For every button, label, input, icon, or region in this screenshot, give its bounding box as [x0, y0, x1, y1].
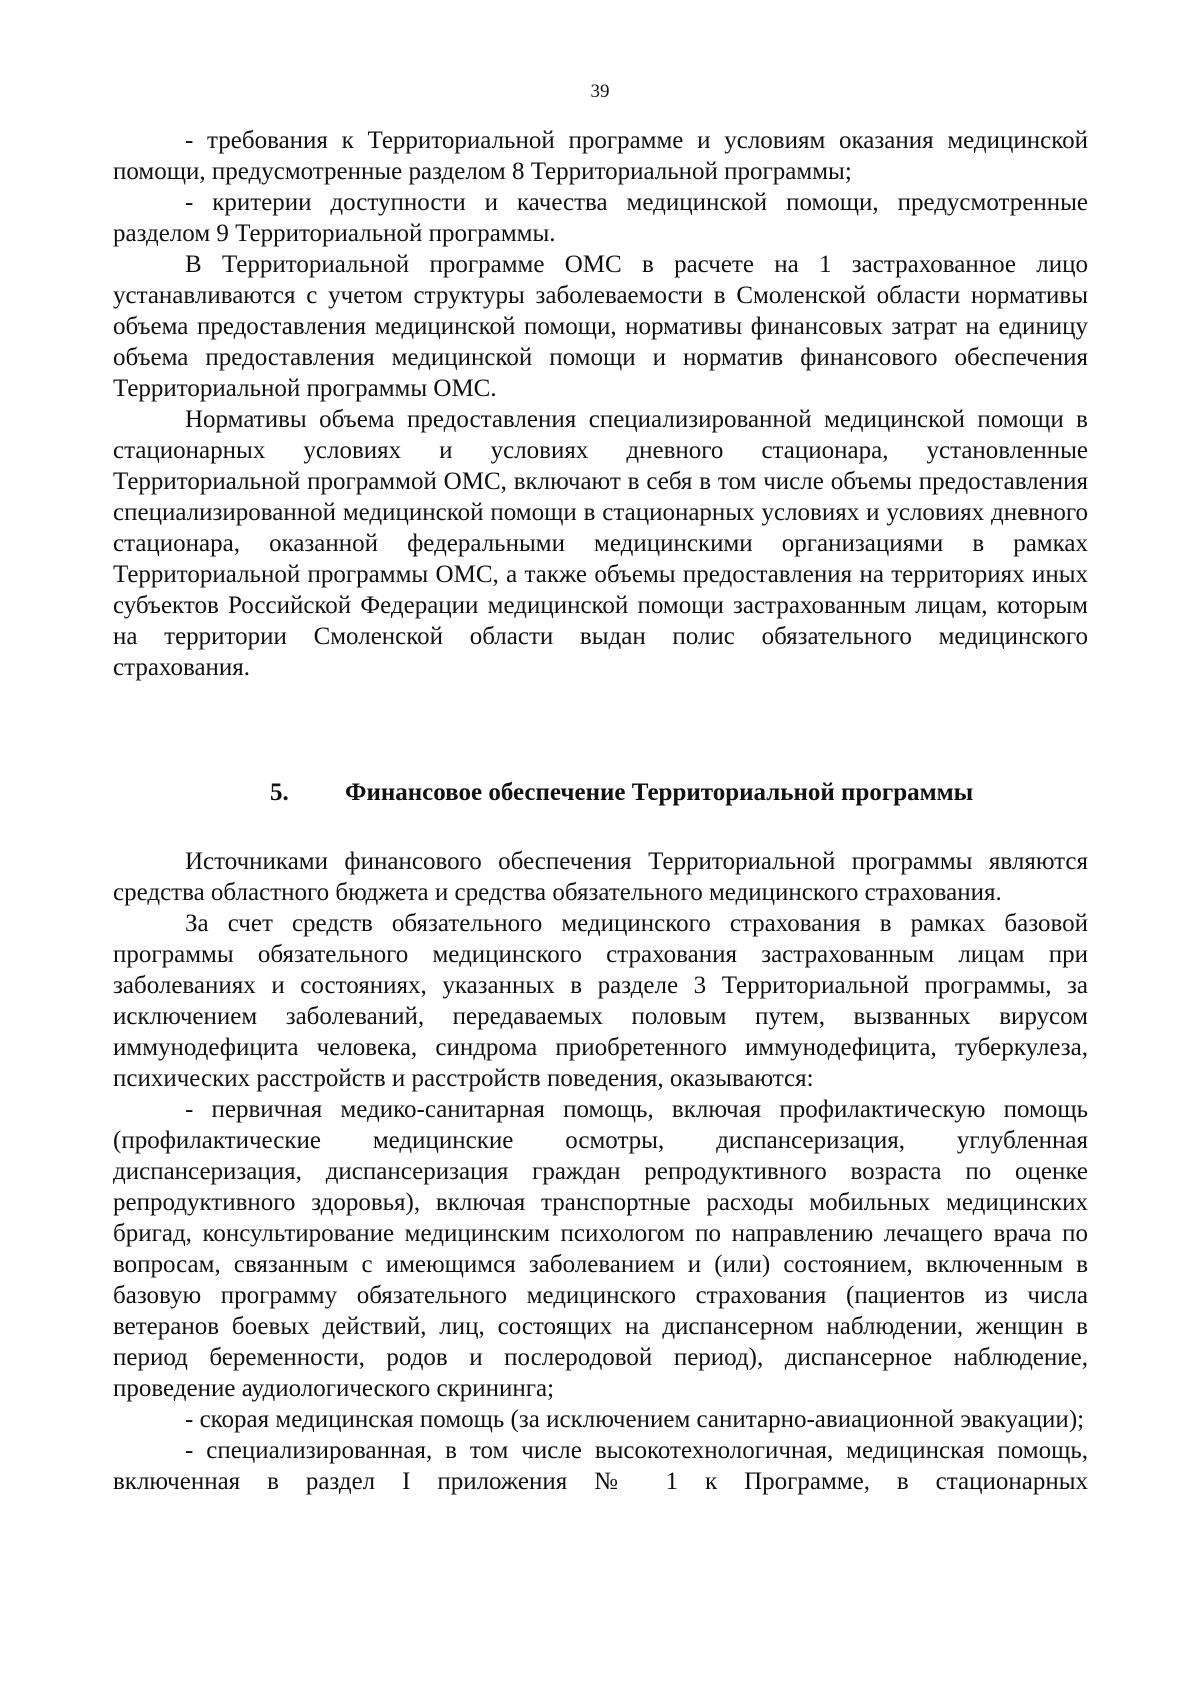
- paragraph: - требования к Территориальной программе и условиям оказания медицинской помощи, предусмотренные разделом 8 Территориальной программы;: [113, 127, 1088, 185]
- paragraph: - скорая медицинская помощь (за исключением санитарно-авиационной эвакуации);: [185, 1406, 1085, 1433]
- page-number: 39: [590, 81, 610, 102]
- paragraph: - специализированная, в том числе высокотехнологичная, медицинская помощь, включенная в раздел I приложения № 1 к Программе, в стационарных: [113, 1437, 1088, 1495]
- paragraph: - первичная медико-санитарная помощь, включая профилактическую помощь (профилактические медицинские осмотры, диспансеризация, углубленная диспансеризация, диспансеризация граждан репродуктивного возраста по оценке репродуктивного здоровья), включая транспортные расходы мобильных медицинских бригад, консультирование медицинским психологом по направлению лечащего врача по вопросам, связанным с имеющимся заболеванием и (или) состоянием, включенным в базовую программу обязательного медицинского страхования (пациентов из числа ветеранов боевых действий, лиц, состоящих на диспансерном наблюдении, женщин в период беременности, родов и послеродовой период), диспансерное наблюдение, проведение аудиологического скрининга;: [113, 1096, 1088, 1402]
- text-block-1: [113, 125, 1088, 683]
- section-number: 5.: [270, 779, 289, 806]
- paragraph: - критерии доступности и качества медицинской помощи, предусмотренные разделом 9 Территориальной программы.: [113, 189, 1088, 247]
- section-title: Финансовое обеспечение Территориальной программы: [345, 779, 974, 806]
- paragraph: В Территориальной программе ОМС в расчете на 1 застрахованное лицо устанавливаются с учетом структуры заболеваемости в Смоленской области нормативы объема предоставления медицинской помощи, нормативы финансовых затрат на единицу объема предоставления медицинской помощи и норматив финансового обеспечения Территориальной программы ОМС.: [113, 251, 1088, 402]
- paragraph: Источниками финансового обеспечения Территориальной программы являются средства областного бюджета и средства обязательного медицинского страхования.: [113, 848, 1088, 906]
- text-block-2: [113, 846, 1088, 1497]
- paragraph: За счет средств обязательного медицинского страхования в рамках базовой программы обязательного медицинского страхования застрахованным лицам при заболеваниях и состояниях, указанных в разделе 3 Территориальной программы, за исключением заболеваний, передаваемых половым путем, вызванных вирусом иммунодефицита человека, синдрома приобретенного иммунодефицита, туберкулеза, психических расстройств и расстройств поведения, оказываются:: [113, 910, 1088, 1092]
- paragraph: Нормативы объема предоставления специализированной медицинской помощи в стационарных условиях и условиях дневного стационара, установленные Территориальной программой ОМС, включают в себя в том числе объемы предоставления специализированной медицинской помощи в стационарных условиях и условиях дневного стационара, оказанной федеральными медицинскими организациями в рамках Территориальной программы ОМС, а также объемы предоставления на территориях иных субъектов Российской Федерации медицинской помощи застрахованным лицам, которым на территории Смоленской области выдан полис обязательного медицинского страхования.: [113, 406, 1088, 681]
